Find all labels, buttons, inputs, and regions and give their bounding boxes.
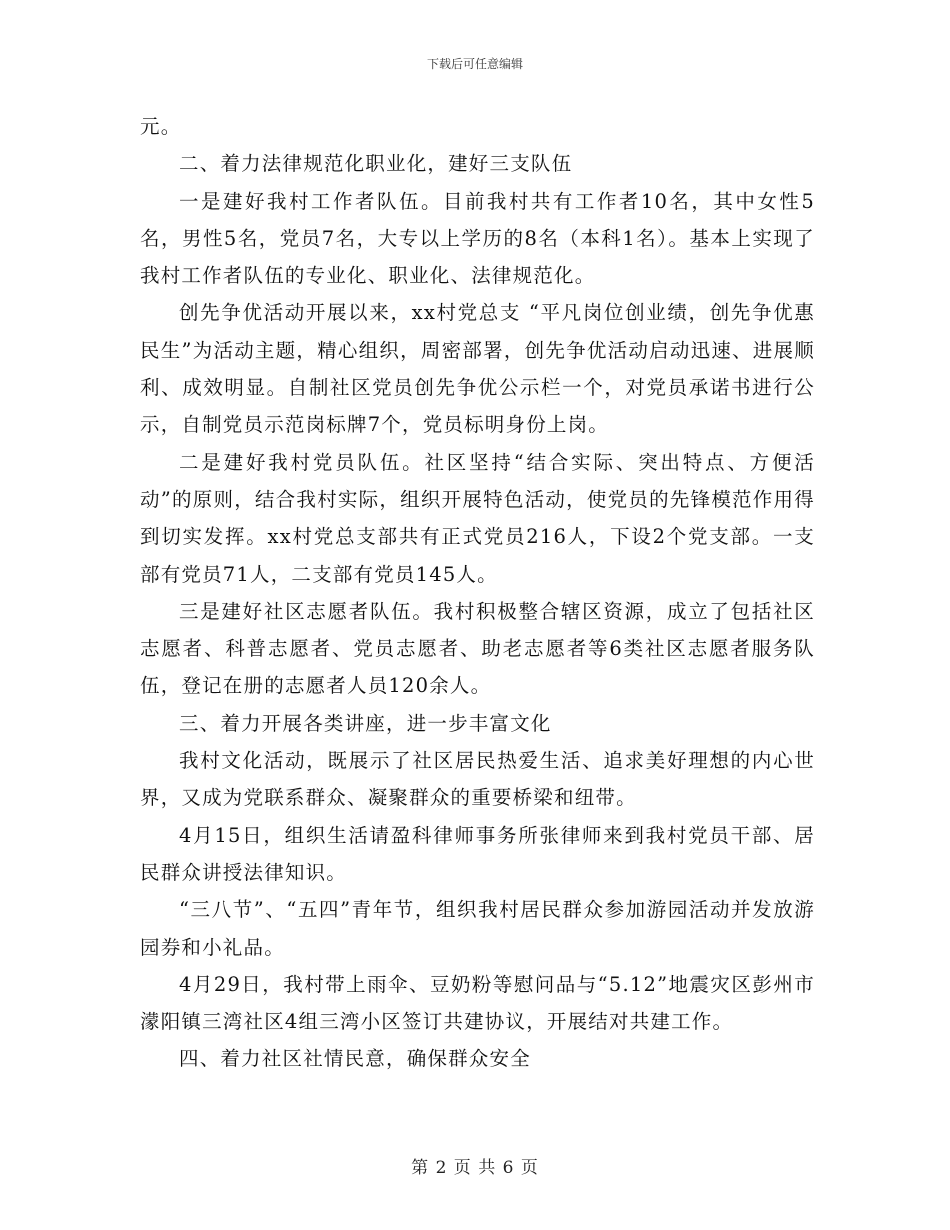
paragraph: “三八节”、“五四”青年节，组织我村居民群众参加游园活动并发放游园券和小礼品。 [140,898,815,959]
paragraph: 一是建好我村工作者队伍。目前我村共有工作者10名，其中女性5名，男性5名，党员7名，大专以上学历的8名（本科1名）。基本上实现了我村工作者队伍的专业化、职业化、法律规范化。 [140,189,815,288]
paragraph: 三是建好社区志愿者队伍。我村积极整合辖区资源，成立了包括社区志愿者、科普志愿者、党员志愿者、助老志愿者等6类社区志愿者服务队伍，登记在册的志愿者人员120余人。 [140,599,815,698]
document-body [140,108,815,1078]
section-heading: 三、着力开展各类讲座，进一步丰富文化 [179,711,552,735]
paragraph: 创先争优活动开展以来，xx村党总支 “平凡岗位创业绩，创先争优惠民生”为活动主题，精心组织，周密部署，创先争优活动启动迅速、进展顺利、成效明显。自制社区党员创先争优公示栏一个，对党员承诺书进行公示，自制党员示范岗标牌7个，党员标明身份上岗。 [140,301,815,437]
paragraph: 二是建好我村党员队伍。社区坚持“结合实际、突出特点、方便活动”的原则，结合我村实际，组织开展特色活动，使党员的先锋模范作用得到切实发挥。xx村党总支部共有正式党员216人，下设2个党支部。一支部有党员71人，二支部有党员145人。 [140,450,815,586]
section-heading: 二、着力法律规范化职业化，建好三支队伍 [179,152,573,176]
page-header-note: 下载后可任意编辑 [426,57,523,71]
paragraph: 我村文化活动，既展示了社区居民热爱生活、追求美好理想的内心世界，又成为党联系群众、凝聚群众的重要桥梁和纽带。 [140,749,815,810]
page-number-footer: 第 2 页 共 6 页 [411,1158,539,1178]
paragraph: 元。 [140,115,182,138]
section-heading: 四、着力社区社情民意，确保群众安全 [179,1047,531,1071]
paragraph: 4月15日，组织生活请盈科律师事务所张律师来到我村党员干部、居民群众讲授法律知识。 [140,823,815,884]
paragraph: 4月29日，我村带上雨伞、豆奶粉等慰问品与“5.12”地震灾区彭州市濛阳镇三湾社区4组三湾小区签订共建协议，开展结对共建工作。 [140,972,815,1034]
